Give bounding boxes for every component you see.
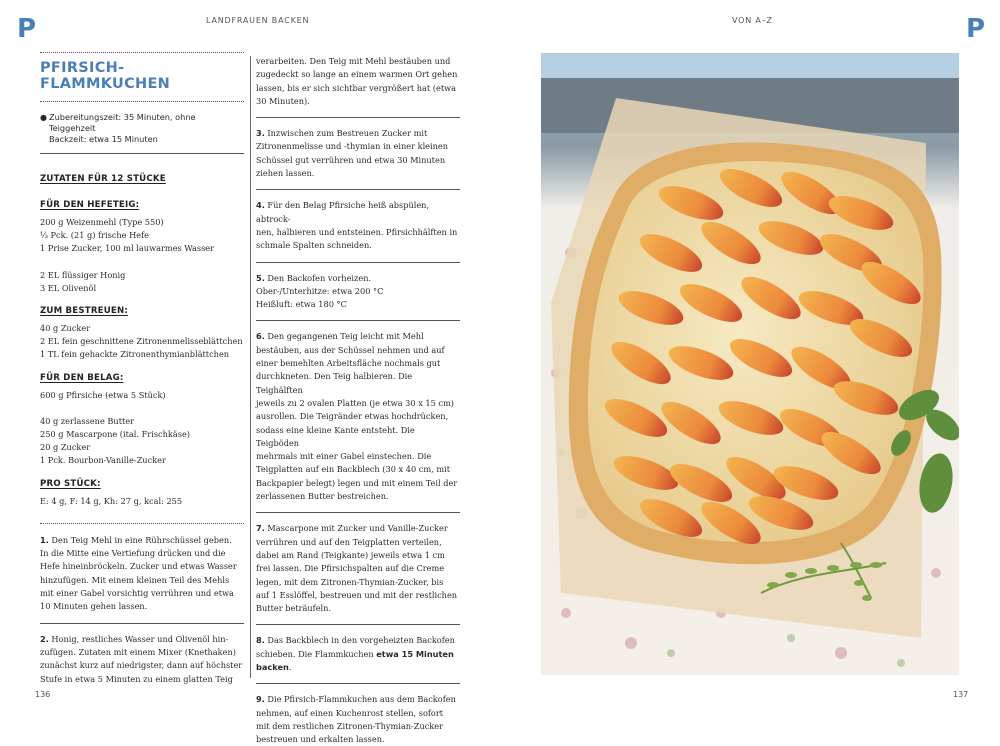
step-line <box>256 370 460 397</box>
step-number: 6. <box>256 331 265 342</box>
step-text: bestäuben, aus der Schüssel nehmen und auf <box>256 344 445 355</box>
flammkuchen-photo-illustration <box>541 53 959 675</box>
ingredient-sections <box>40 200 244 508</box>
title-rule-bottom <box>40 101 244 102</box>
recipe-title: PFIRSICH-FLAMMKUCHEN <box>40 60 171 92</box>
step-text: zugedeckt so lange an einem warmen Ort gehen <box>256 69 458 80</box>
ingredient-section-heading: PRO STÜCK: <box>40 478 101 489</box>
step-text: 30 Minuten). <box>256 95 310 106</box>
step-text: zunächst kurz auf niedrigster, dann auf höchster <box>40 660 243 671</box>
title-rule-top <box>40 52 244 53</box>
recipe-step <box>256 272 460 312</box>
recipe-step <box>256 522 460 615</box>
steps-column-2 <box>256 55 460 746</box>
page-number-right: 137 <box>953 690 969 699</box>
step-line <box>256 693 460 706</box>
step-text: ausrollen. Die Teigränder etwas hochdrücken, <box>256 411 449 422</box>
step-text: Das Backblech in den vorgeheizten Backofen <box>267 635 455 646</box>
recipe-step <box>256 330 460 503</box>
step-number: 9. <box>256 694 265 705</box>
ingredient-group <box>40 415 244 468</box>
step-line <box>256 707 460 720</box>
step-divider <box>256 189 460 190</box>
ingredient-item: 40 g zerlassene Butter <box>40 415 135 426</box>
ingredient-item: ⅓ Pck. (21 g) frische Hefe <box>40 230 149 241</box>
step-line <box>40 659 244 672</box>
step-text: Inzwischen zum Bestreuen Zucker mit <box>267 128 428 139</box>
step-text: Teigplatten auf ein Backblech (30 x 40 cm, mit <box>256 464 450 475</box>
step-line <box>40 587 244 600</box>
step-line <box>256 68 460 81</box>
step-text: Hefe hineinbröckeln. Zucker und etwas Wasser <box>40 561 237 572</box>
step-text: legen, mit dem Zitronen-Thymian-Zucker, bis <box>256 576 444 587</box>
step-line <box>256 127 460 140</box>
step-text: Den Teig Mehl in eine Rührschüssel geben. <box>51 534 232 545</box>
recipe-step <box>40 534 244 614</box>
ingredient-section-heading: FÜR DEN BELAG: <box>40 372 124 383</box>
step-line <box>40 560 244 573</box>
steps-rule <box>40 523 244 524</box>
step-text: Stufe in etwa 5 Minuten zu einem glatten Teig <box>40 673 233 684</box>
chapter-letter-right: P <box>966 14 986 44</box>
ingredient-section-heading: ZUM BESTREUEN: <box>40 306 128 317</box>
ingredient-group <box>40 322 244 362</box>
step-line <box>256 522 460 535</box>
chapter-letter-left: P <box>17 14 37 44</box>
step-line <box>256 167 460 180</box>
recipe-step <box>256 634 460 674</box>
step-text: jeweils zu 2 ovalen Platten (je etwa 30 x 15 cm) <box>256 397 454 408</box>
step-text: schieben. Die Flammkuchen etwa 15 Minuten <box>256 648 454 659</box>
step-line <box>256 424 460 451</box>
step-text: verrühren und auf den Teigplatten verteilen, <box>256 536 442 547</box>
prep-time-info <box>40 112 244 145</box>
step-line <box>40 646 244 659</box>
prep-rule <box>40 153 244 154</box>
step-line <box>256 648 460 661</box>
step-line <box>256 450 460 463</box>
recipe-step <box>256 199 460 252</box>
step-text: einer bemehlten Arbeitsfläche nochmals gut <box>256 358 441 369</box>
step-number: 8. <box>256 635 265 646</box>
step-number: 1. <box>40 534 49 545</box>
step-line <box>40 600 244 613</box>
step-line <box>256 720 460 733</box>
step-text: Schüssel gut verrühren und etwa 30 Minuten <box>256 154 446 165</box>
step-text: dabei am Rand (Teigkante) jeweils etwa 1 cm <box>256 549 445 560</box>
step-line <box>256 634 460 647</box>
recipe-photo <box>541 53 959 675</box>
step-line <box>256 330 460 343</box>
ingredient-group <box>40 389 244 402</box>
step-text: auf 1 Esslöffel, bestreuen und mit der restlichen <box>256 589 458 600</box>
step-line <box>40 547 244 560</box>
step-number: 7. <box>256 523 265 534</box>
step-text: Für den Belag Pfirsiche heiß abspülen, abtrock- <box>256 200 430 224</box>
column-divider <box>250 56 251 678</box>
step-line <box>256 536 460 549</box>
step-text: zerlassenen Butter bestreichen. <box>256 491 389 502</box>
recipe-step <box>40 633 244 686</box>
step-line <box>256 226 460 239</box>
step-line <box>40 534 244 547</box>
ingredient-item: 1 Prise Zucker, 100 ml lauwarmes Wasser <box>40 243 215 254</box>
step-line <box>40 673 244 686</box>
step-text: durchkneten. Den Teig halbieren. Die Teighälften <box>256 371 413 395</box>
ingredient-item: 3 EL Olivenöl <box>40 282 97 293</box>
step-line <box>256 154 460 167</box>
step-number: 5. <box>256 272 265 283</box>
recipe-step <box>256 127 460 180</box>
step-divider <box>256 262 460 263</box>
step-text: Den Backofen vorheizen. <box>267 272 372 283</box>
step-line <box>256 285 460 298</box>
step-line <box>256 490 460 503</box>
step-line <box>256 199 460 226</box>
step-text: Mascarpone mit Zucker und Vanille-Zucker <box>267 523 448 534</box>
ingredient-group <box>40 216 244 256</box>
step-line <box>40 574 244 587</box>
step-number: 2. <box>40 633 49 644</box>
step-line <box>256 602 460 615</box>
step-line <box>256 239 460 252</box>
ingredient-item: 20 g Zucker <box>40 442 91 453</box>
ingredient-item: 200 g Weizenmehl (Type 550) <box>40 217 164 227</box>
prep-time: Zubereitungszeit: 35 Minuten, ohne Teiggehzeit <box>49 112 196 133</box>
running-title-right: VON A–Z <box>732 16 773 25</box>
step-text: lassen, bis er sich sichtbar vergrößert hat (etwa <box>256 82 456 93</box>
step-text: mehrmals mit einer Gabel einstechen. Die <box>256 451 432 462</box>
step-text: zufügen. Zutaten mit einem Mixer (Knethaken) <box>40 646 236 657</box>
ingredient-item: E: 4 g, F: 14 g, Kh: 27 g, kcal: 255 <box>40 495 183 506</box>
step-text: Die Pfirsich-Flammkuchen aus dem Backofen <box>267 694 456 705</box>
ingredient-item: 600 g Pfirsiche (etwa 5 Stück) <box>40 389 166 400</box>
step-line <box>256 733 460 746</box>
step-text: hinzufügen. Mit einem kleinen Teil des Mehls <box>40 574 230 585</box>
ingredient-item: 1 TL fein gehackte Zitronenthymianblättchen <box>40 349 230 360</box>
step-line <box>256 562 460 575</box>
running-title-left: LANDFRAUEN BACKEN <box>206 16 310 25</box>
step-text: ziehen lassen. <box>256 168 315 179</box>
step-text: nehmen, auf einen Kuchenrost stellen, sofort <box>256 707 444 718</box>
step-divider <box>256 512 460 513</box>
step-text: Backpapier belegt) legen und mit einem Teil der <box>256 477 458 488</box>
step-text: In die Mitte eine Vertiefung drücken und die <box>40 548 226 559</box>
step-divider <box>40 623 244 624</box>
step-text: verarbeiten. Den Teig mit Mehl bestäuben und <box>256 56 451 66</box>
step-text: frei lassen. Die Pfirsichspalten auf die Creme <box>256 563 445 574</box>
step-line <box>256 272 460 285</box>
step-text: Honig, restliches Wasser und Olivenöl hin- <box>51 633 229 644</box>
clock-icon: ● <box>40 113 47 122</box>
step-divider <box>256 683 460 684</box>
step-line <box>256 549 460 562</box>
step-line <box>256 477 460 490</box>
step-line <box>256 463 460 476</box>
yield-heading: ZUTATEN FÜR 12 STÜCKE <box>40 174 166 184</box>
step-text: Butter beträufeln. <box>256 603 332 614</box>
step-divider <box>256 117 460 118</box>
step-text: mit einer Gabel vorsichtig verrühren und etwa <box>40 588 234 599</box>
step-line <box>256 397 460 410</box>
ingredient-item: 40 g Zucker <box>40 323 91 334</box>
ingredient-item: 2 EL flüssiger Honig <box>40 269 126 280</box>
ingredient-item: 2 EL fein geschnittene Zitronenmelisseblättchen <box>40 336 243 347</box>
step-divider <box>256 624 460 625</box>
step-text: Zitronenmelisse und -thymian in einer kleinen <box>256 141 449 152</box>
recipe-step <box>256 693 460 746</box>
ingredient-item: 250 g Mascarpone (ital. Frischkäse) <box>40 429 190 440</box>
step-line <box>40 633 244 646</box>
step-text: backen. <box>256 661 292 672</box>
step-line <box>256 140 460 153</box>
step-text: bestreuen und erkalten lassen. <box>256 734 385 745</box>
step-text: 10 Minuten gehen lassen. <box>40 601 148 612</box>
step-text: Ober-/Unterhitze: etwa 200 °C <box>256 285 384 296</box>
step-text: sodass eine kleine Kante entsteht. Die Teigböden <box>256 424 415 448</box>
page-number-left: 136 <box>35 690 51 699</box>
step-line <box>256 589 460 602</box>
step-line <box>256 55 460 68</box>
step-line <box>256 410 460 423</box>
step-line <box>256 357 460 370</box>
step-text: mit dem restlichen Zitronen-Thymian-Zucker <box>256 720 444 731</box>
step-text: Den gegangenen Teig leicht mit Mehl <box>267 331 424 342</box>
step-line <box>256 661 460 674</box>
step-line <box>256 95 460 108</box>
step-number: 4. <box>256 200 265 211</box>
step-line <box>256 82 460 95</box>
ingredient-group <box>40 269 244 295</box>
step-line <box>256 298 460 311</box>
steps-column-1 <box>40 534 244 686</box>
step-line <box>256 576 460 589</box>
step-text: schmale Spalten schneiden. <box>256 240 372 251</box>
step-text: Heißluft: etwa 180 °C <box>256 299 347 310</box>
ingredient-group <box>40 495 244 508</box>
step-text: nen, halbieren und entsteinen. Pfirsichhälften in <box>256 226 458 237</box>
ingredients-column <box>40 52 244 686</box>
step-divider <box>256 320 460 321</box>
step-number: 3. <box>256 128 265 139</box>
bake-time: Backzeit: etwa 15 Minuten <box>49 134 158 144</box>
recipe-step <box>256 55 460 108</box>
step-line <box>256 344 460 357</box>
ingredient-item: 1 Pck. Bourbon-Vanille-Zucker <box>40 455 166 466</box>
ingredient-section-heading: FÜR DEN HEFETEIG: <box>40 200 140 210</box>
